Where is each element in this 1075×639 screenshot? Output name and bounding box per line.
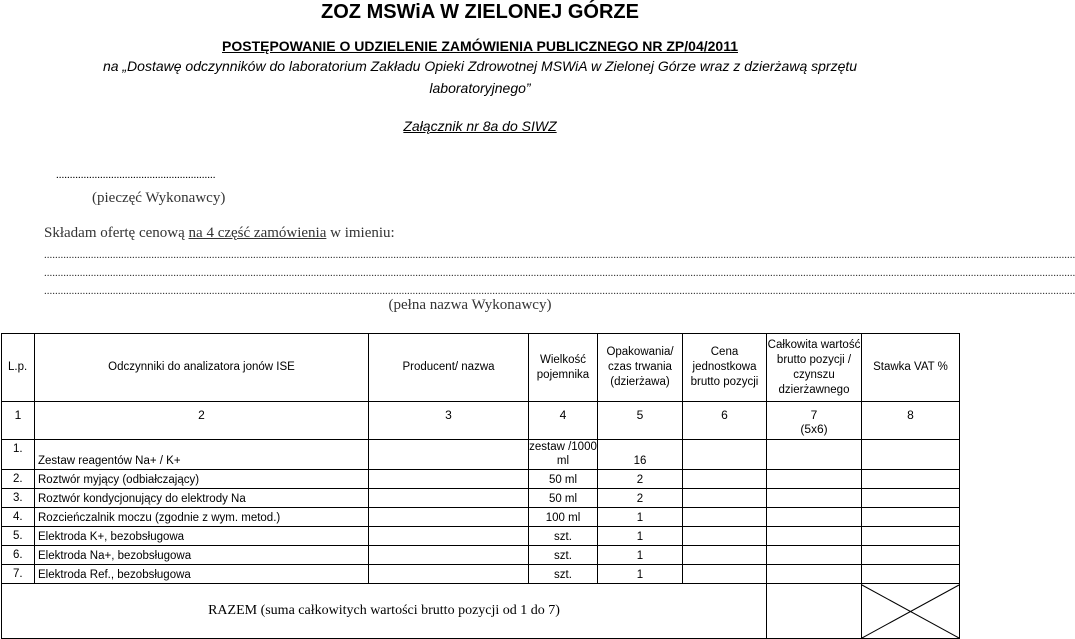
unit-price-cell[interactable]: [683, 470, 767, 489]
row-unit: 50 ml: [529, 489, 598, 508]
vat-cell[interactable]: [862, 470, 960, 489]
header-packages: Opakowania/ czas trwania (dzierżawa): [598, 334, 683, 402]
row-lp: 3.: [2, 489, 35, 508]
header-row: [2, 334, 960, 402]
producer-cell[interactable]: [369, 508, 529, 527]
offer-prefix: Składam ofertę cenową: [44, 225, 185, 241]
row-lp: 6.: [2, 546, 35, 565]
total-cell[interactable]: [767, 565, 862, 584]
row-qty: 1: [598, 565, 683, 584]
row-lp: 5.: [2, 527, 35, 546]
vat-cell[interactable]: [862, 527, 960, 546]
column-7-note: (5x6): [800, 422, 828, 436]
row-name: Elektroda Ref., bezobsługowa: [35, 565, 369, 584]
producer-cell[interactable]: [369, 440, 529, 470]
row-qty: 1: [598, 508, 683, 527]
total-cell[interactable]: [767, 546, 862, 565]
contractor-name-line-3: .......................................................................................................................................................................................................................................................................................................................................................................................: [44, 285, 1075, 297]
vat-cell[interactable]: [862, 546, 960, 565]
summary-vat-cell-crossed: [862, 584, 960, 639]
stamp-dots: ..........................................................: [56, 169, 216, 181]
table-row: [2, 489, 960, 508]
column-number: 7: [810, 408, 818, 422]
table-row: [2, 565, 960, 584]
row-unit: szt.: [529, 527, 598, 546]
producer-cell[interactable]: [369, 565, 529, 584]
producer-cell[interactable]: [369, 546, 529, 565]
header-unit-price: Cena jednostkowa brutto pozycji: [683, 334, 767, 402]
total-cell[interactable]: [767, 440, 862, 470]
column-number: 3: [369, 402, 529, 440]
row-name: Rozcieńczalnik moczu (zgodnie z wym. metod.): [35, 508, 369, 527]
header-size: Wielkość pojemnika: [529, 334, 598, 402]
cross-out-mark: [862, 585, 959, 638]
column-number: 2: [35, 402, 369, 440]
annex-label: Załącznik nr 8a do SIWZ: [403, 118, 557, 134]
unit-price-cell[interactable]: [683, 508, 767, 527]
header-reagents: Odczynniki do analizatora jonów ISE: [35, 334, 369, 402]
table-row: [2, 546, 960, 565]
contractor-name-line-2: .......................................................................................................................................................................................................................................................................................................................................................................................: [44, 267, 1075, 279]
header-lp: L.p.: [2, 334, 35, 402]
subject-line-2: laboratoryjnego”: [429, 80, 531, 96]
row-lp: 2.: [2, 470, 35, 489]
subject-line-1: na „Dostawę odczynników do laboratorium Zakładu Opieki Zdrowotnej MSWiA w Zielonej Górze wraz z dzierżawą sprzętu: [102, 58, 858, 74]
row-name: Elektroda K+, bezobsługowa: [35, 527, 369, 546]
column-number: 1: [2, 402, 35, 440]
unit-price-cell[interactable]: [683, 440, 767, 470]
price-table: [1, 333, 960, 639]
row-name: Elektroda Na+, bezobsługowa: [35, 546, 369, 565]
row-unit: szt.: [529, 546, 598, 565]
row-lp: 1.: [2, 440, 35, 470]
producer-cell[interactable]: [369, 470, 529, 489]
total-cell[interactable]: [767, 489, 862, 508]
row-unit: zestaw /1000 ml: [529, 440, 598, 470]
procedure-number: POSTĘPOWANIE O UDZIELENIE ZAMÓWIENIA PUBLICZNEGO NR ZP/04/2011: [222, 38, 738, 54]
unit-price-cell[interactable]: [683, 489, 767, 508]
vat-cell[interactable]: [862, 489, 960, 508]
offer-suffix: w imieniu:: [330, 225, 395, 241]
column-number: 8: [862, 402, 960, 440]
vat-cell[interactable]: [862, 440, 960, 470]
table-row: [2, 508, 960, 527]
table-row: [2, 470, 960, 489]
full-name-label: (pełna nazwa Wykonawcy): [388, 297, 552, 313]
header-vat: Stawka VAT %: [862, 334, 960, 402]
unit-price-cell[interactable]: [683, 565, 767, 584]
producer-cell[interactable]: [369, 527, 529, 546]
producer-cell[interactable]: [369, 489, 529, 508]
row-unit: szt.: [529, 565, 598, 584]
column-number: 6: [683, 402, 767, 440]
total-cell[interactable]: [767, 508, 862, 527]
summary-total-cell[interactable]: [767, 584, 862, 639]
header-total: Całkowita wartość brutto pozycji / czynszu dzierżawnego: [767, 334, 862, 402]
row-lp: 7.: [2, 565, 35, 584]
row-qty: 1: [598, 527, 683, 546]
row-unit: 100 ml: [529, 508, 598, 527]
header-producer: Producent/ nazwa: [369, 334, 529, 402]
column-number-row: [2, 402, 960, 440]
vat-cell[interactable]: [862, 565, 960, 584]
stamp-label: (pieczęć Wykonawcy): [92, 190, 226, 206]
document-title: ZOZ MSWiA W ZIELONEJ GÓRZE: [321, 1, 639, 23]
column-number-7: [767, 402, 862, 440]
summary-label: RAZEM (suma całkowitych wartości brutto pozycji od 1 do 7): [2, 584, 767, 639]
summary-row: [2, 584, 960, 639]
row-unit: 50 ml: [529, 470, 598, 489]
table-row: [2, 527, 960, 546]
column-number: 5: [598, 402, 683, 440]
contractor-name-line-1: .......................................................................................................................................................................................................................................................................................................................................................................................: [44, 249, 1075, 261]
row-name: Roztwór kondycjonujący do elektrody Na: [35, 489, 369, 508]
row-qty: 2: [598, 470, 683, 489]
row-lp: 4.: [2, 508, 35, 527]
total-cell[interactable]: [767, 470, 862, 489]
unit-price-cell[interactable]: [683, 546, 767, 565]
table-row: [2, 440, 960, 470]
unit-price-cell[interactable]: [683, 527, 767, 546]
vat-cell[interactable]: [862, 508, 960, 527]
offer-sentence: [44, 225, 395, 242]
row-name: Roztwór myjący (odbiałczający): [35, 470, 369, 489]
offer-part: na 4 część zamówienia: [188, 225, 327, 241]
row-qty: 2: [598, 489, 683, 508]
row-qty: 1: [598, 546, 683, 565]
total-cell[interactable]: [767, 527, 862, 546]
column-number: 4: [529, 402, 598, 440]
row-name: Zestaw reagentów Na+ / K+: [35, 440, 369, 470]
row-qty: 16: [598, 440, 683, 470]
